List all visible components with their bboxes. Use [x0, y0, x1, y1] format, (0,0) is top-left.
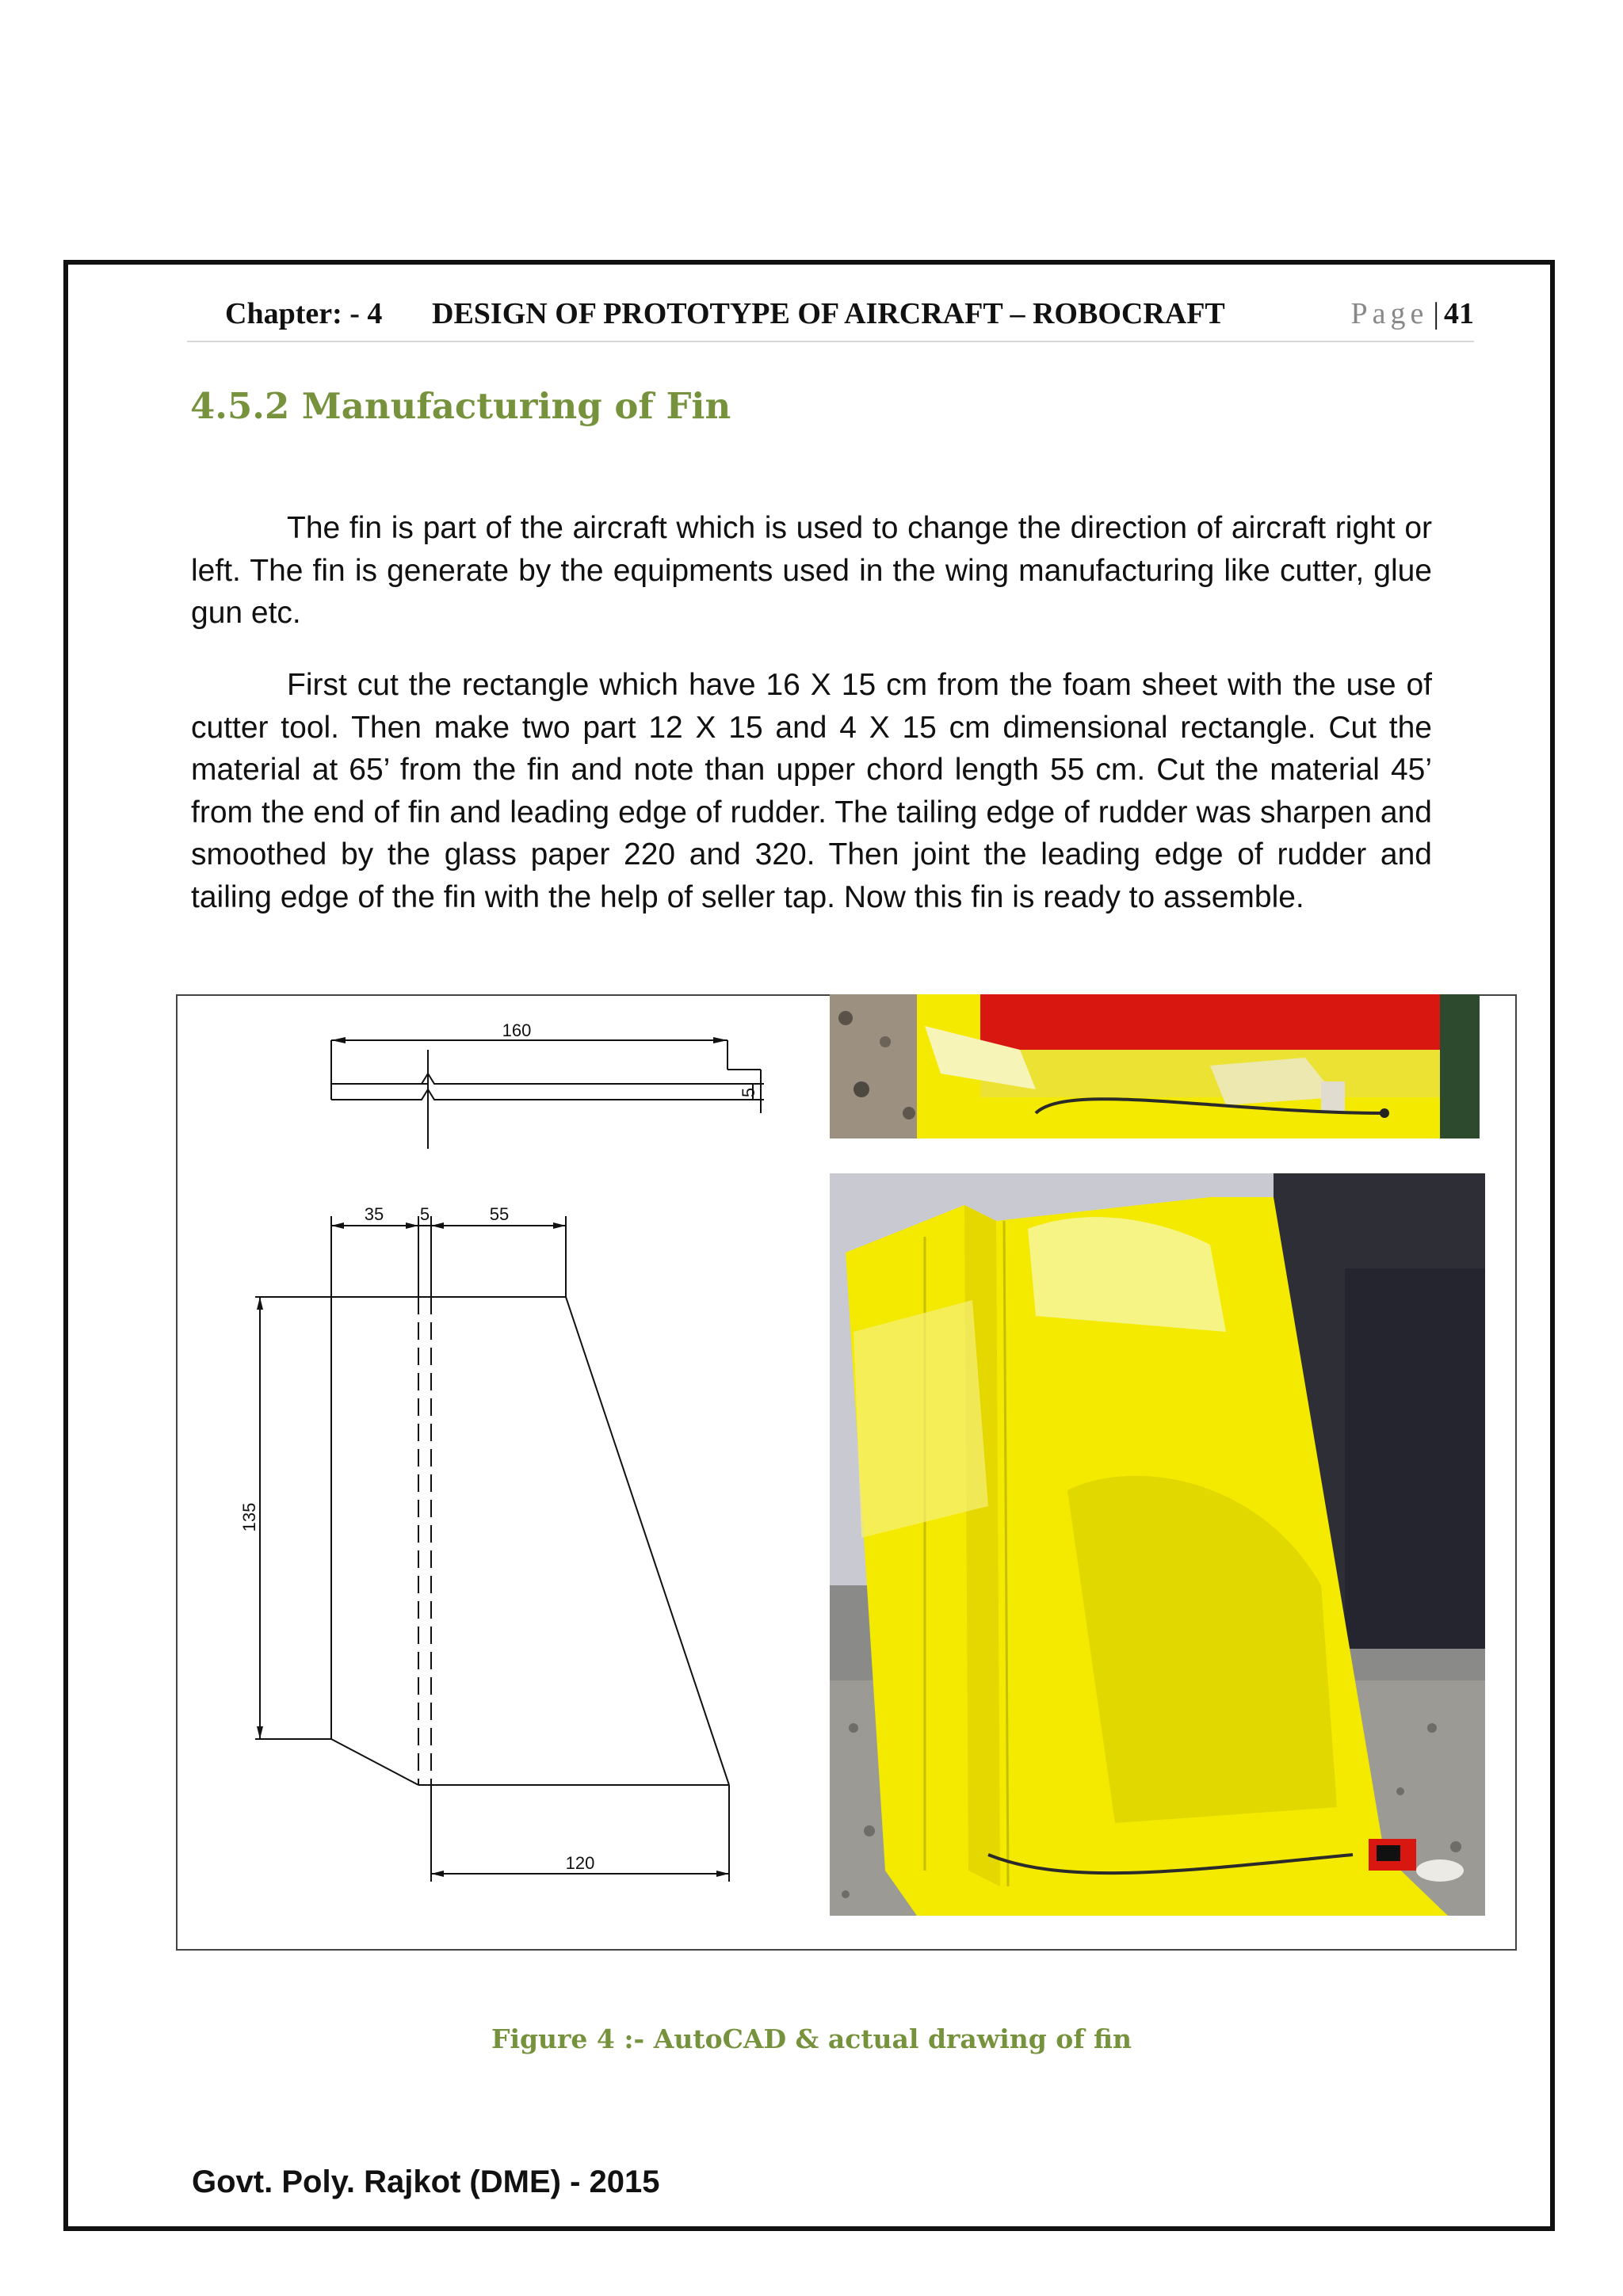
header-page-word: Page — [1350, 297, 1429, 330]
autocad-fin-drawing — [176, 994, 826, 1951]
footer-text: Govt. Poly. Rajkot (DME) - 2015 — [192, 2164, 660, 2199]
dim-top-length: 160 — [502, 1020, 532, 1040]
body-paragraph-1: The fin is part of the aircraft which is used to change the direction of aircraft right or left. The fin is generate by the equipments used in the wing manufacturing like cutter, glue gun etc. — [191, 511, 1432, 630]
dim-bottom: 120 — [565, 1853, 595, 1873]
section-title: 4.5.2 Manufacturing of Fin — [190, 385, 731, 427]
dim-upper-right: 55 — [489, 1204, 510, 1224]
body-paragraph-2: First cut the rectangle which have 16 X 15 cm from the foam sheet with the use of cutter tool. Then make two part 12 X 15 and 4 X 15 cm dimensional rectangle. Cut the material at 65’ from the fin and note than upper chord length 55 cm. Cut the material 45’ from the end of fin and leading edge of rudder. The tailing edge of rudder was sharpen and smoothed by the glass paper 220 and 320. Then joint the leading edge of rudder and tailing edge of the fin with the help of seller tap. Now this fin is ready to assemble. — [191, 668, 1432, 914]
dim-upper-left: 35 — [364, 1204, 384, 1224]
dim-height: 135 — [239, 1502, 259, 1532]
figure-caption: Figure 4 :- AutoCAD & actual drawing of fin — [491, 2023, 1132, 2054]
header-page-number: 41 — [1444, 297, 1474, 330]
cad-top-view — [331, 1020, 764, 1149]
header-chapter: Chapter: - 4 — [225, 297, 383, 330]
dim-upper-gap: 5 — [419, 1204, 430, 1224]
fin-photo-top — [830, 994, 1480, 1138]
page-header — [187, 285, 1474, 342]
header-title: DESIGN OF PROTOTYPE OF AIRCRAFT – ROBOCRAFT — [432, 297, 1225, 330]
cad-side-view — [239, 1204, 729, 1882]
dim-top-thickness: 5 — [739, 1087, 758, 1098]
header-page-label: Page | 41 — [1350, 297, 1474, 330]
fin-photo-main — [830, 1173, 1485, 1916]
